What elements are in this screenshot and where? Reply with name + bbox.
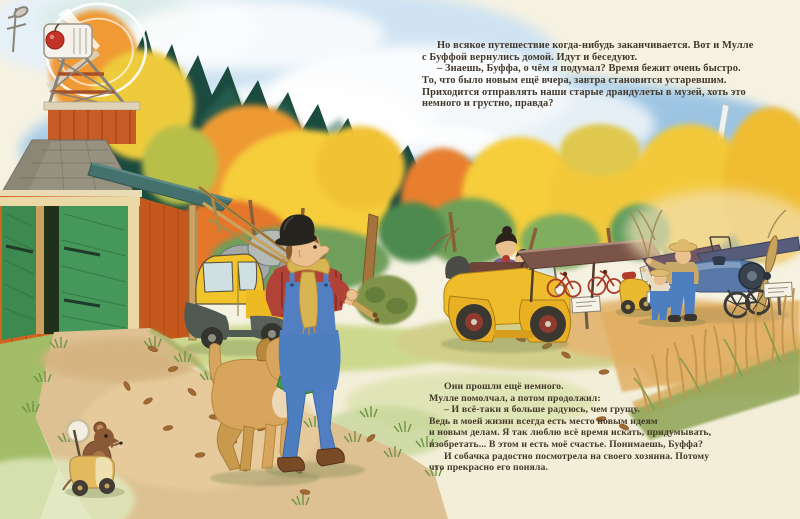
windshield [238, 262, 257, 290]
story-line: Мулле помолчал, а потом продолжил: [429, 392, 601, 404]
story-line: с Буффой вернулись домой. Идут и беседуют. [422, 51, 638, 63]
story-paragraph-top [422, 40, 784, 110]
story-line: что прекрасно его поняла. [429, 462, 549, 474]
story-line: немного и грустно, правда? [422, 98, 554, 110]
man-hand [347, 290, 358, 301]
shoe [278, 457, 305, 472]
story-line: И собачка радостно посмотрела на своего хозяина. Потому [444, 450, 710, 462]
door-frame [128, 197, 139, 342]
door-opening [44, 206, 59, 334]
story-paragraph-bottom [429, 381, 729, 474]
cockpit [712, 256, 726, 265]
scarf-tail [299, 272, 317, 328]
story-line: Но всякое путешествие когда-нибудь заканчивается. Вот и Мулле [437, 40, 754, 51]
man-eye [313, 245, 317, 249]
red-apple-icon [46, 31, 64, 49]
story-line: – И всё-таки я больше радуюсь, чем грущу. [444, 404, 640, 416]
story-line: – Знаешь, Буффа, о чём я подумал? Время бежит очень быстро. [437, 63, 741, 75]
story-line: Ведь в моей жизни всегда есть место новым идеям [429, 415, 658, 427]
hair-bun [502, 226, 512, 236]
mouse-eye [104, 434, 107, 437]
turret [44, 102, 140, 144]
barn-doors [0, 197, 140, 342]
story-line: и новым делам. Я так люблю всё время искать, придумывать, [429, 427, 712, 439]
story-line: Приходится отправлять наши старые драндулеты в музей, хоть это [422, 86, 746, 98]
green-tree [378, 202, 446, 262]
side-window [203, 262, 233, 292]
bush [355, 275, 417, 325]
door-right [59, 206, 128, 340]
running-board [494, 330, 534, 338]
door-lintel [0, 197, 140, 206]
story-line: изобретать... В этом и есть моё счастье. Понимаешь, Буффа? [429, 438, 704, 450]
story-line: Они прошли ещё немного. [444, 381, 564, 392]
overalls-hips [279, 330, 341, 392]
white-ring [67, 420, 89, 442]
story-line: То, что было новым ещё вчера, завтра становится устаревшим. [422, 75, 727, 87]
windmill-housing [44, 24, 92, 58]
scarf-knot [502, 255, 510, 263]
